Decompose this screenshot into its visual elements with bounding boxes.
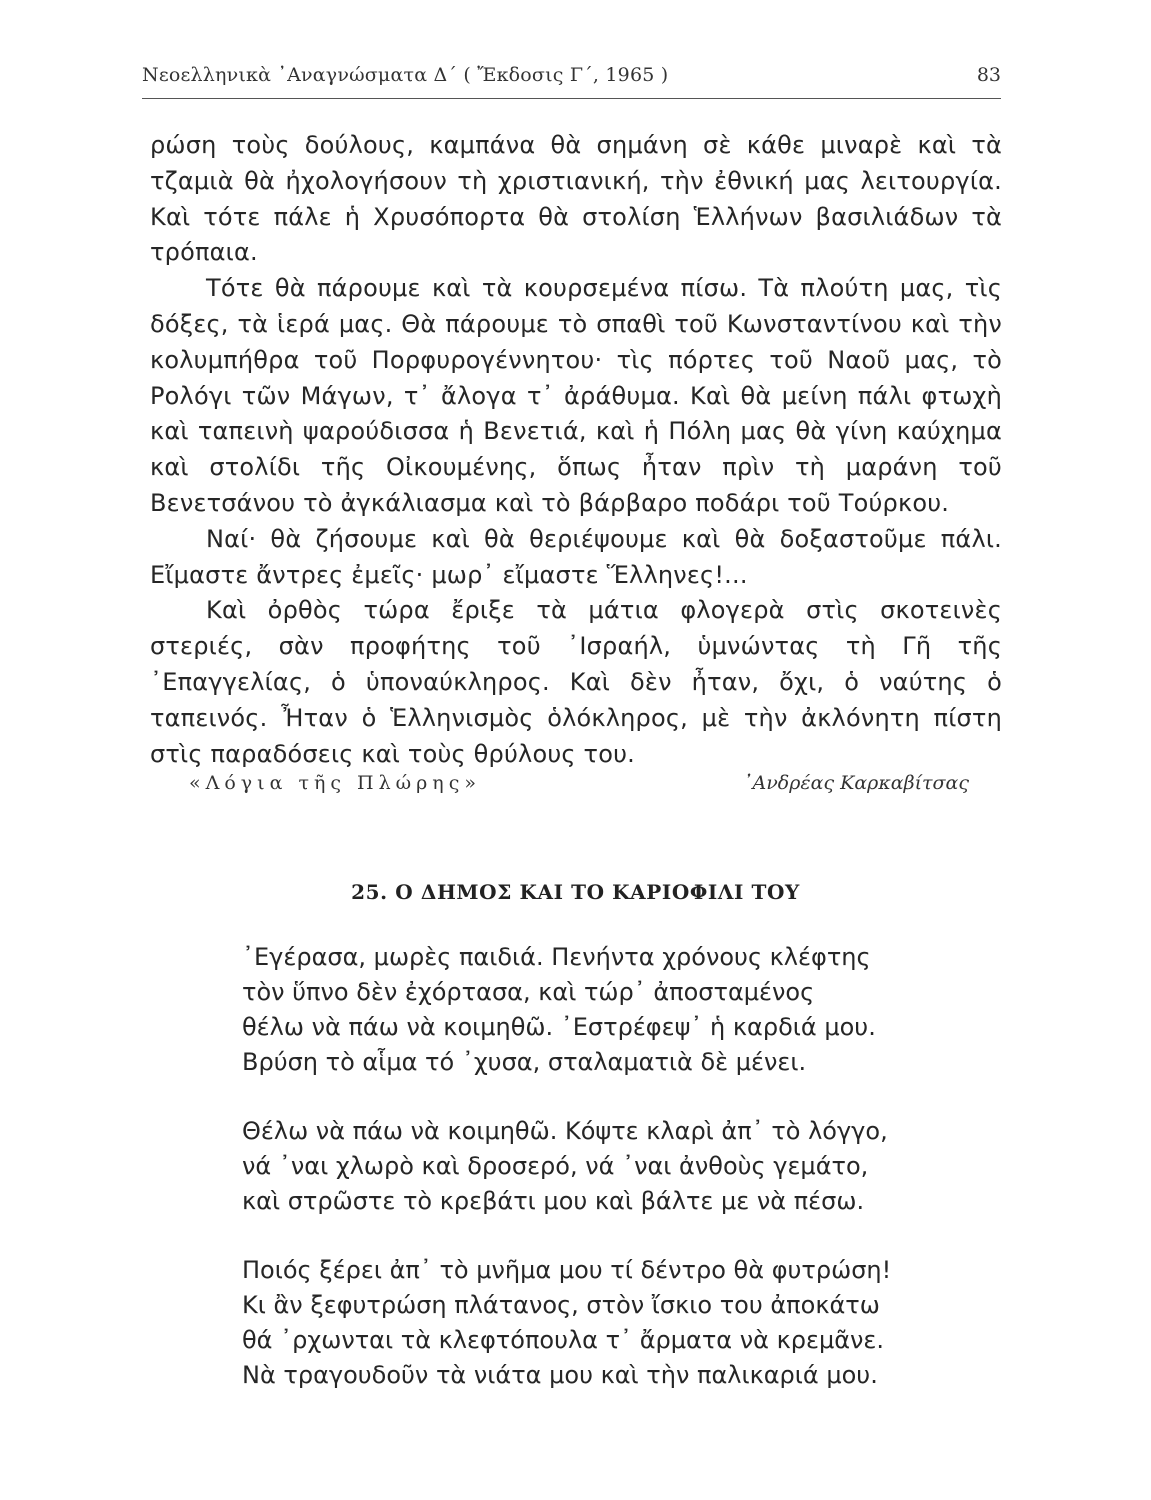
- poem-line: Νὰ τραγουδοῦν τὰ νιάτα μου καὶ τὴν παλικαριά μου.: [242, 1361, 878, 1389]
- poem: [242, 940, 1002, 1427]
- paragraph: ρώση τοὺς δούλους, καμπάνα θὰ σημάνη σὲ κάθε μιναρὲ καὶ τὰ τζαμιὰ θὰ ἠχολογήσουν τὴ χριστιανική, τὴν ἐθνική μας λειτουργία. Καὶ τότε πάλε ἡ Χρυσόπορτα θὰ στολίση Ἑλλήνων βασιλιάδων τὰ τρόπαια.: [150, 131, 1002, 267]
- poem-line: νά ᾿ναι χλωρὸ καὶ δροσερό, νά ᾿ναι ἀνθοὺς γεμάτο,: [242, 1152, 869, 1180]
- page-number: 83: [976, 64, 1001, 86]
- poem-line: θά ᾿ρχωνται τὰ κλεφτόπουλα τ᾿ ἄρματα νὰ κρεμᾶνε.: [242, 1326, 885, 1354]
- author-name: ᾿Ανδρέας Καρκαβίτσας: [743, 772, 969, 794]
- stanza: [242, 940, 1002, 1080]
- poem-line: ᾿Εγέρασα, μωρὲς παιδιά. Πενήντα χρόνους κλέφτης: [242, 943, 871, 971]
- poem-line: Ποιός ξέρει ἀπ᾿ τὸ μνῆμα μου τί δέντρο θὰ φυτρώση!: [242, 1256, 892, 1284]
- prose-text: [150, 128, 1002, 772]
- page-header: [142, 64, 1001, 94]
- paragraph: Καὶ ὀρθὸς τώρα ἔριξε τὰ μάτια φλογερὰ στὶς σκοτεινὲς στεριές, σὰν προφήτης τοῦ ᾿Ισραήλ, ὑμνώντας τὴ Γῆ τῆς ᾿Επαγγελίας, ὁ ὑποναύκληρος. Καὶ δὲν ἦταν, ὄχι, ὁ ναύτης ὁ ταπεινός. Ἦταν ὁ Ἑλληνισμὸς ὁλόκληρος, μὲ τὴν ἀκλόνητη πίστη στὶς παραδόσεις καὶ τοὺς θρύλους του.: [150, 596, 1002, 768]
- paragraph: Τότε θὰ πάρουμε καὶ τὰ κουρσεμένα πίσω. Τὰ πλούτη μας, τὶς δόξες, τὰ ἱερά μας. Θὰ πάρουμε τὸ σπαθὶ τοῦ Κωνσταντίνου καὶ τὴν κολυμπήθρα τοῦ Πορφυρογέννητου· τὶς πόρτες τοῦ Ναοῦ μας, τὸ Ρολόγι τῶν Μάγων, τ᾿ ἄλογα τ᾿ ἀράθυμα. Καὶ θὰ μείνη πάλι φτωχὴ καὶ ταπεινὴ ψαρούδισσα ἡ Βενετιά, καὶ ἡ Πόλη μας θὰ γίνη καύχημα καὶ στολίδι τῆς Οἰκουμένης, ὅπως ἦταν πρὶν τὴ μαράνη τοῦ Βενετσάνου τὸ ἀγκάλιασμα καὶ τὸ βάρβαρο ποδάρι τοῦ Τούρκου.: [150, 274, 1002, 517]
- poem-line: καὶ στρῶστε τὸ κρεβάτι μου καὶ βάλτε με νὰ πέσω.: [242, 1187, 865, 1215]
- paragraph: Ναί· θὰ ζήσουμε καὶ θὰ θεριέψουμε καὶ θὰ δοξαστοῦμε πάλι. Εἴμαστε ἄντρες ἐμεῖς· μωρ᾿ εἴμαστε Ἕλληνες!...: [150, 524, 1002, 589]
- stanza: [242, 1253, 1002, 1393]
- stanza: [242, 1114, 1002, 1219]
- poem-line: Κι ἂν ξεφυτρώση πλάτανος, στὸν ἴσκιο του ἀποκάτω: [242, 1291, 880, 1319]
- poem-line: Βρύση τὸ αἷμα τό ᾿χυσα, σταλαματιὰ δὲ μένει.: [242, 1048, 807, 1076]
- section-title: 25. Ο ΔΗΜΟΣ ΚΑΙ ΤΟ ΚΑΡΙΟΦΙΛΙ ΤΟΥ: [351, 880, 800, 904]
- poem-line: θέλω νὰ πάω νὰ κοιμηθῶ. ᾿Εστρέφεψ᾿ ἡ καρδιά μου.: [242, 1013, 876, 1041]
- header-rule: [142, 98, 1001, 99]
- poem-line: Θέλω νὰ πάω νὰ κοιμηθῶ. Κόψτε κλαρὶ ἀπ᾿ τὸ λόγγο,: [242, 1117, 888, 1145]
- source-title: «Λόγια τῆς Πλώρης»: [189, 772, 481, 794]
- poem-line: τὸν ὕπνο δὲν ἐχόρτασα, καὶ τώρ᾿ ἀποσταμένος: [242, 978, 815, 1006]
- running-title: Νεοελληνικὰ ᾿Αναγνώσματα Δ΄ ( Ἔκδοσις Γ΄, 1965 ): [142, 64, 669, 86]
- attribution: [189, 772, 969, 802]
